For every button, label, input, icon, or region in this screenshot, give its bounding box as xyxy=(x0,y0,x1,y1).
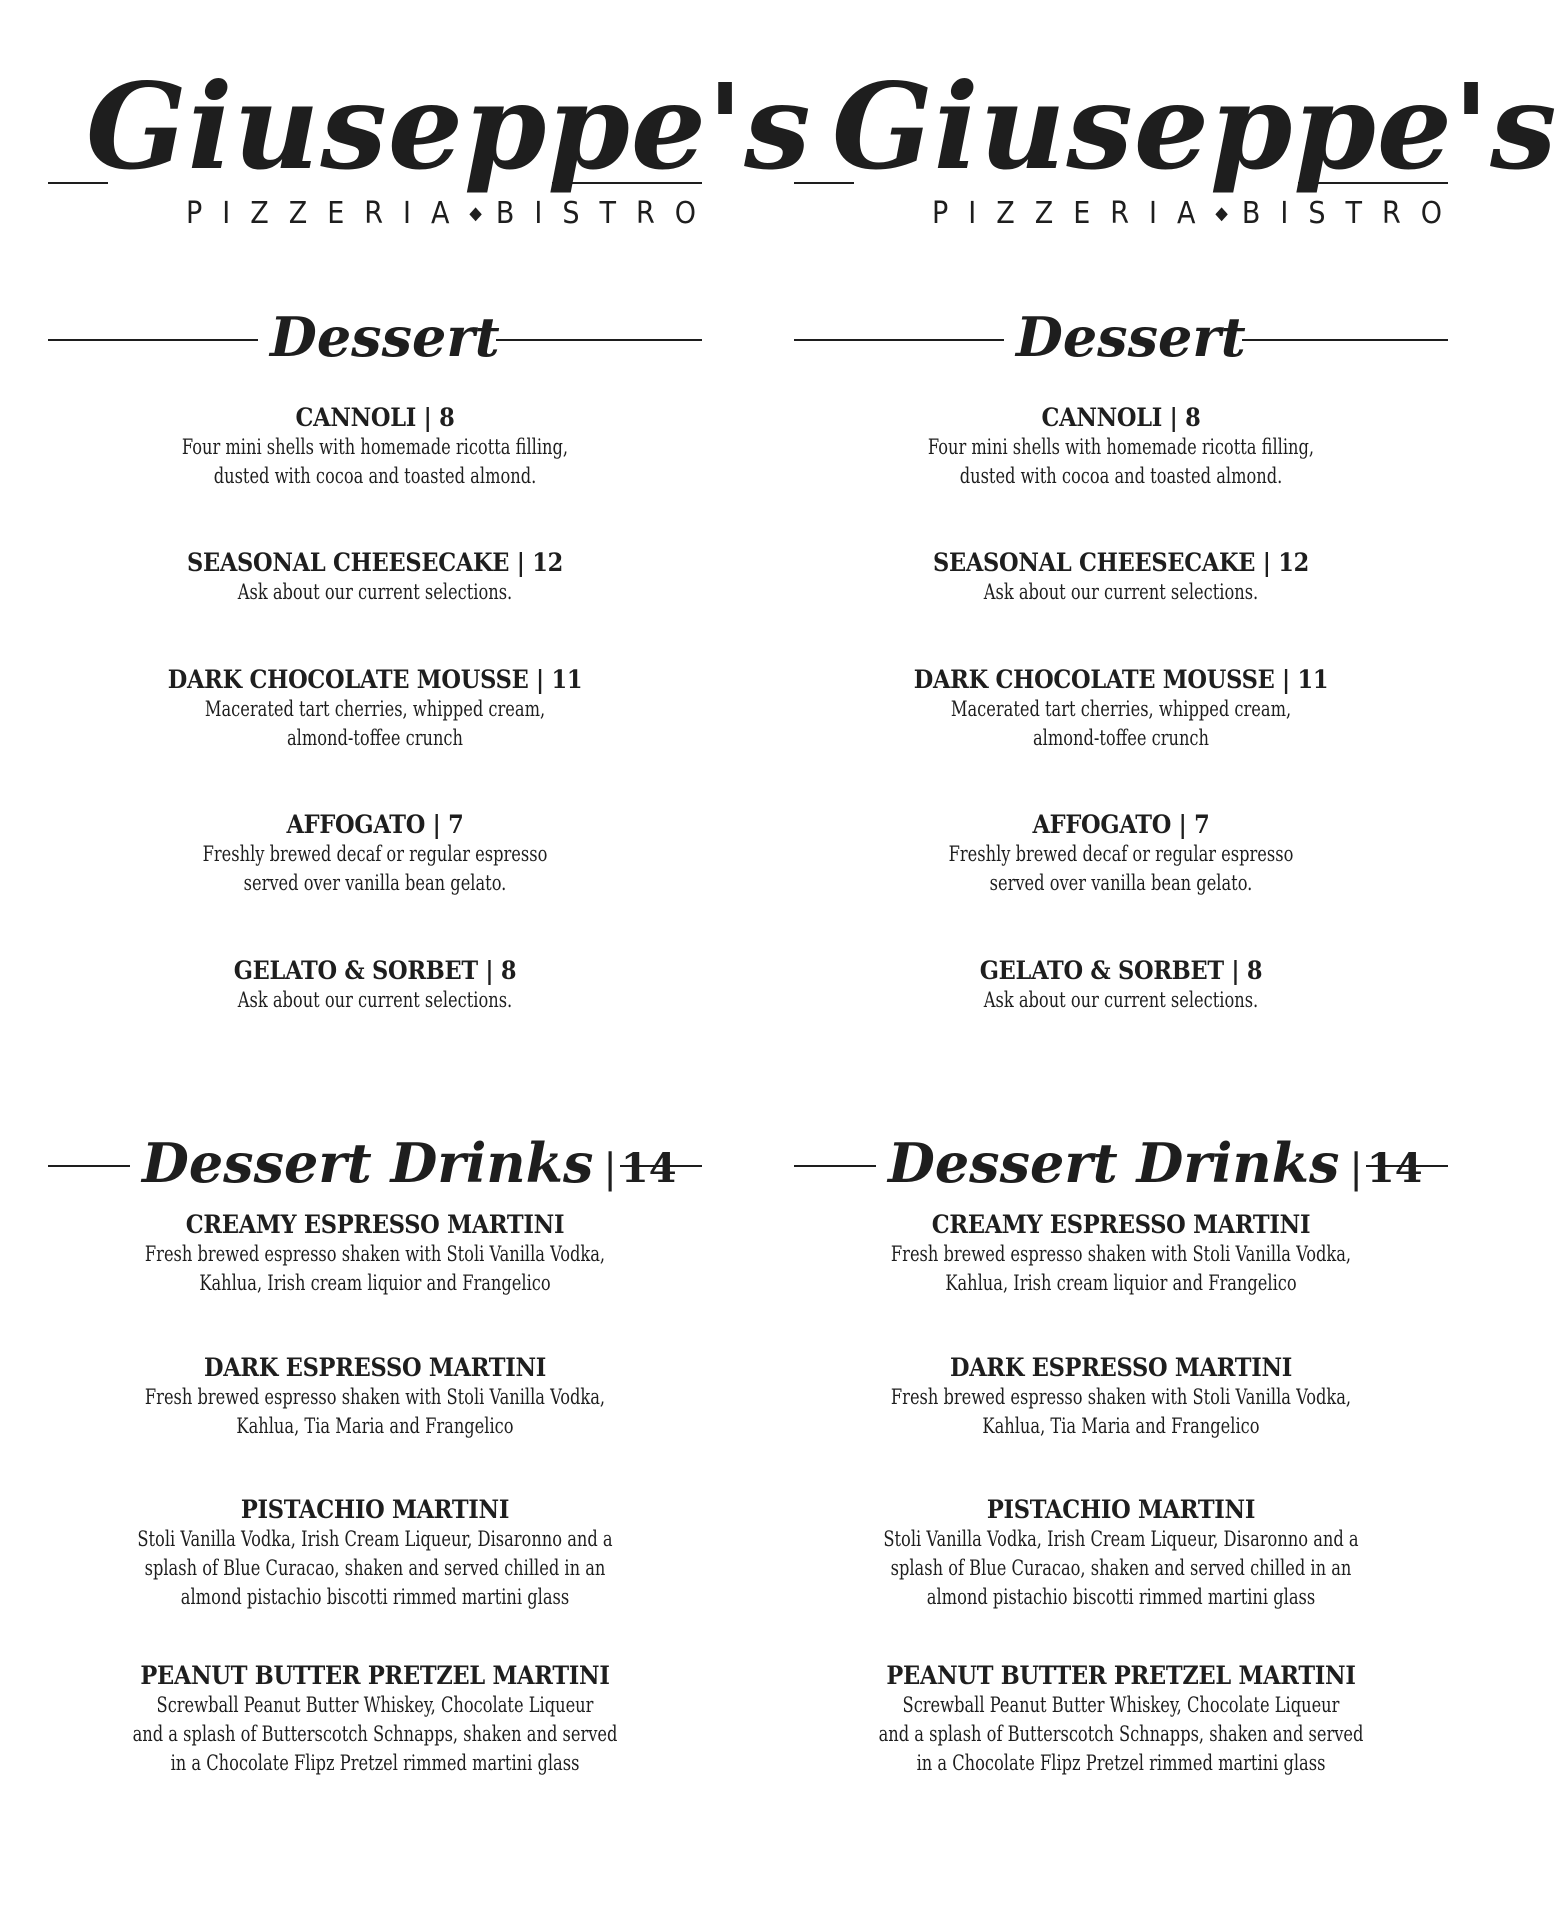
dessert-drinks-title xyxy=(142,1128,677,1204)
menu-item xyxy=(794,810,1448,898)
dessert-header xyxy=(794,302,1448,372)
menu-item xyxy=(794,1353,1448,1441)
menu-item-name: AFFOGATO | 7 xyxy=(286,810,464,839)
menu-item xyxy=(48,403,702,491)
menu-item-name: CREAMY ESPRESSO MARTINI xyxy=(931,1210,1311,1239)
dessert-drinks-header xyxy=(48,1128,702,1198)
menu-right xyxy=(794,0,1558,1920)
menu-item-name: CANNOLI | 8 xyxy=(1041,403,1201,432)
menu-item-name: CREAMY ESPRESSO MARTINI xyxy=(185,1210,565,1239)
menu-item-name: GELATO & SORBET | 8 xyxy=(979,956,1263,985)
menu-item-name: GELATO & SORBET | 8 xyxy=(233,956,517,985)
menu-item xyxy=(48,1353,702,1441)
menu-item-name: PEANUT BUTTER PRETZEL MARTINI xyxy=(140,1661,610,1690)
menu-item-name: DARK CHOCOLATE MOUSSE | 11 xyxy=(913,665,1329,694)
menu-left xyxy=(48,0,812,1920)
menu-item-name: DARK ESPRESSO MARTINI xyxy=(949,1353,1293,1382)
menu-item-description: Screwball Peanut Butter Whiskey, Chocolate Liqueur and a splash of Butterscotch Schnapps, shaken and served in a Chocolate Flipz Pretzel rimmed martini glass xyxy=(132,1693,618,1775)
menu-item-description: Fresh brewed espresso shaken with Stoli Vanilla Vodka, Kahlua, Tia Maria and Frangelico xyxy=(890,1385,1352,1438)
dessert-drinks-title-text: Dessert Drinks xyxy=(888,1131,1340,1195)
dessert-drinks-header xyxy=(794,1128,1448,1198)
dessert-header xyxy=(48,302,702,372)
menu-item xyxy=(48,1495,702,1612)
logo-subtitle-left: PIZZERIA xyxy=(186,196,470,231)
menu-item-name: CANNOLI | 8 xyxy=(295,403,455,432)
menu-item xyxy=(48,548,702,607)
menu-item-name: SEASONAL CHEESECAKE | 12 xyxy=(932,548,1310,577)
dessert-title: Dessert xyxy=(270,305,500,369)
header-rule xyxy=(496,339,702,341)
menu-item-name: PEANUT BUTTER PRETZEL MARTINI xyxy=(886,1661,1356,1690)
menu-item xyxy=(48,1661,702,1778)
logo-subtitle-right: BISTRO xyxy=(495,196,716,231)
menu-item-name: DARK ESPRESSO MARTINI xyxy=(203,1353,547,1382)
menu-item-description: Ask about our current selections. xyxy=(237,988,513,1012)
restaurant-logo xyxy=(794,57,1558,242)
menu-item xyxy=(794,1495,1448,1612)
menu-item-description: Stoli Vanilla Vodka, Irish Cream Liqueur, Disaronno and a splash of Blue Curacao, shaken and served chilled in an almond pistachio biscotti rimmed martini glass xyxy=(137,1527,613,1609)
menu-item xyxy=(48,956,702,1015)
dessert-drinks-title xyxy=(888,1128,1423,1204)
menu-item-description: Macerated tart cherries, whipped cream, almond-toffee crunch xyxy=(204,697,546,750)
menu-item-description: Four mini shells with homemade ricotta filling, dusted with cocoa and toasted almond. xyxy=(181,435,569,488)
menu-item-description: Ask about our current selections. xyxy=(237,580,513,604)
menu-item-description: Stoli Vanilla Vodka, Irish Cream Liqueur, Disaronno and a splash of Blue Curacao, shaken and served chilled in an almond pistachio biscotti rimmed martini glass xyxy=(883,1527,1359,1609)
menu-item-name: SEASONAL CHEESECAKE | 12 xyxy=(186,548,564,577)
header-rule xyxy=(1242,339,1448,341)
dessert-drinks-price: | 14 xyxy=(603,1145,677,1192)
header-rule xyxy=(794,1165,876,1167)
menu-item-description: Fresh brewed espresso shaken with Stoli Vanilla Vodka, Kahlua, Irish cream liquior and Frangelico xyxy=(144,1242,606,1295)
menu-item-name: AFFOGATO | 7 xyxy=(1032,810,1210,839)
logo-subtitle-left: PIZZERIA xyxy=(932,196,1216,231)
diamond-icon: ◆ xyxy=(1215,203,1242,224)
header-rule xyxy=(794,339,1004,341)
menu-item-description: Fresh brewed espresso shaken with Stoli Vanilla Vodka, Kahlua, Irish cream liquior and Frangelico xyxy=(890,1242,1352,1295)
menu-item xyxy=(794,403,1448,491)
dessert-drinks-title-text: Dessert Drinks xyxy=(142,1131,594,1195)
menu-item xyxy=(48,665,702,753)
logo-name: Giuseppe's xyxy=(832,57,1558,196)
logo-name: Giuseppe's xyxy=(86,57,812,196)
header-rule xyxy=(48,339,258,341)
dessert-drinks-price-value: 14 xyxy=(620,1145,677,1192)
dessert-title: Dessert xyxy=(1016,305,1246,369)
menu-item-description: Four mini shells with homemade ricotta filling, dusted with cocoa and toasted almond. xyxy=(927,435,1315,488)
menu-item-description: Freshly brewed decaf or regular espresso served over vanilla bean gelato. xyxy=(202,842,548,895)
menu-item xyxy=(48,810,702,898)
restaurant-logo xyxy=(48,57,812,242)
menu-item-description: Ask about our current selections. xyxy=(983,988,1259,1012)
menu-item-name: PISTACHIO MARTINI xyxy=(240,1495,510,1524)
menu-item xyxy=(48,1210,702,1298)
logo-subtitle-right: BISTRO xyxy=(1241,196,1462,231)
menu-item-name: PISTACHIO MARTINI xyxy=(986,1495,1256,1524)
logo-subtitle xyxy=(932,196,1462,231)
header-rule xyxy=(620,1165,702,1167)
logo-subtitle xyxy=(186,196,716,231)
dessert-drinks-price: | 14 xyxy=(1349,1145,1423,1192)
menu-item xyxy=(794,665,1448,753)
menu-item-description: Macerated tart cherries, whipped cream, almond-toffee crunch xyxy=(950,697,1292,750)
menu-item xyxy=(794,956,1448,1015)
menu-item xyxy=(794,1210,1448,1298)
menu-item xyxy=(794,548,1448,607)
menu-item-description: Ask about our current selections. xyxy=(983,580,1259,604)
menu-item xyxy=(794,1661,1448,1778)
menu-item-description: Screwball Peanut Butter Whiskey, Chocolate Liqueur and a splash of Butterscotch Schnapps, shaken and served in a Chocolate Flipz Pretzel rimmed martini glass xyxy=(878,1693,1364,1775)
dessert-drinks-price-value: 14 xyxy=(1366,1145,1423,1192)
header-rule xyxy=(1366,1165,1448,1167)
menu-item-description: Fresh brewed espresso shaken with Stoli Vanilla Vodka, Kahlua, Tia Maria and Frangelico xyxy=(144,1385,606,1438)
menu-item-description: Freshly brewed decaf or regular espresso served over vanilla bean gelato. xyxy=(948,842,1294,895)
menu-item-name: DARK CHOCOLATE MOUSSE | 11 xyxy=(167,665,583,694)
diamond-icon: ◆ xyxy=(469,203,496,224)
header-rule xyxy=(48,1165,130,1167)
